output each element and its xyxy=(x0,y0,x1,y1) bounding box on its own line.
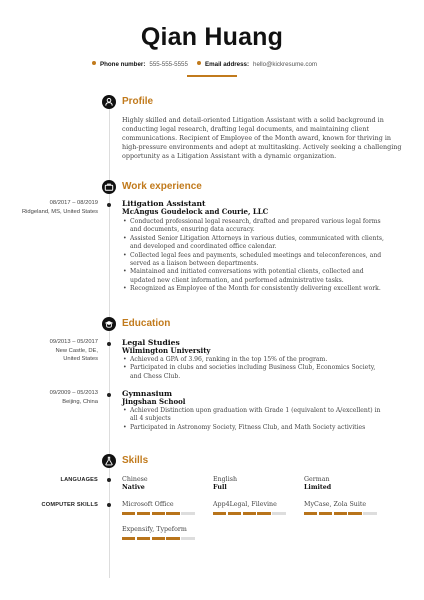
edu-org: Jingshan School xyxy=(122,397,186,406)
skill-level-segment xyxy=(228,512,241,515)
skill-level-segment xyxy=(334,512,347,515)
language-level: Limited xyxy=(304,484,332,491)
person-icon xyxy=(102,95,116,109)
list-item: • Conducted professional legal research, drafted and prepared various legal forms and documents, ensuring data accuracy. xyxy=(122,218,384,235)
skill-name: MyCase, Zola Suite xyxy=(304,501,367,508)
language-name: German xyxy=(304,476,330,483)
timeline-node xyxy=(107,393,111,397)
skill-level-segment xyxy=(122,512,135,515)
list-item: • Achieved Distinction upon graduation with Grade 1 (equivalent to A/excellent) in all 4 subjects xyxy=(122,407,384,424)
skill-level-segment xyxy=(319,512,332,515)
edu-bullets xyxy=(122,356,384,381)
phone-value: 555-555-5555 xyxy=(149,61,188,68)
language-name: English xyxy=(213,476,237,483)
work-bullets xyxy=(122,218,384,294)
language-item xyxy=(213,476,237,492)
skill-level-segment xyxy=(257,512,270,515)
edu-location: Beijing, China xyxy=(62,399,98,405)
skill-level-segment xyxy=(243,512,256,515)
skill-level-segment xyxy=(152,537,165,540)
list-item: • Collected legal fees and payments, scheduled meetings and teleconferences, and served as a liaison between departments. xyxy=(122,252,384,269)
skill-level-segment xyxy=(272,512,285,515)
language-level: Native xyxy=(122,484,145,491)
list-item: • Participated in Astronomy Society, Fitness Club, and Math Society activities xyxy=(122,424,384,432)
language-name: Chinese xyxy=(122,476,148,483)
edu-dates: 09/2013 – 05/2017 xyxy=(49,339,98,345)
contact-phone xyxy=(92,61,188,68)
list-item: • Assisted Senior Litigation Attorneys in various duties, communicated with clients, and developed and coordinated office calendar. xyxy=(122,235,384,252)
skill-level-segment xyxy=(363,512,376,515)
skill-level-segment xyxy=(166,512,179,515)
list-item: • Achieved a GPA of 3.96, ranking in the top 15% of the program. xyxy=(122,356,384,364)
list-item: • Maintained and initiated conversations with potential clients, collected and updated new client information, and performed administrative tasks. xyxy=(122,268,384,285)
skill-level-bar xyxy=(122,537,195,540)
skill-level-segment xyxy=(152,512,165,515)
section-title-profile: Profile xyxy=(122,96,154,107)
edu-dates: 09/2009 – 05/2013 xyxy=(49,390,98,396)
graduation-cap-icon xyxy=(102,317,116,331)
language-item xyxy=(304,476,331,492)
edu-org: Wilmington University xyxy=(122,346,211,355)
edu-role: Legal Studies xyxy=(122,338,180,347)
skill-level-segment xyxy=(181,537,194,540)
section-title-skills: Skills xyxy=(122,455,149,466)
work-org: McAngus Goudelock and Courie, LLC xyxy=(122,207,269,216)
skill-level-segment xyxy=(348,512,361,515)
skill-name: App4Legal, Filevine xyxy=(213,501,277,508)
skill-level-segment xyxy=(137,537,150,540)
email-label: Email address: xyxy=(205,61,250,68)
skill-level-segment xyxy=(122,537,135,540)
skill-level-segment xyxy=(137,512,150,515)
skill-level-bar xyxy=(304,512,377,515)
edu-location: New Castle, DE, United States xyxy=(55,348,98,362)
contact-email xyxy=(197,61,317,68)
languages-label: LANGUAGES xyxy=(60,477,98,483)
timeline-node xyxy=(107,503,111,507)
email-value[interactable]: hello@kickresume.com xyxy=(253,61,318,68)
work-dates: 08/2017 – 08/2019 xyxy=(49,200,98,206)
language-level: Full xyxy=(213,484,227,491)
work-location: Ridgeland, MS, United States xyxy=(21,209,98,215)
skill-level-segment xyxy=(304,512,317,515)
flask-icon xyxy=(102,454,116,468)
skill-level-segment xyxy=(166,537,179,540)
skill-level-segment xyxy=(181,512,194,515)
bullet-dot-icon xyxy=(197,61,201,65)
section-title-education: Education xyxy=(122,318,171,329)
edu-bullets xyxy=(122,407,384,432)
skill-level-bar xyxy=(213,512,286,515)
skill-name: Expensify, Typeform xyxy=(122,526,187,533)
work-role: Litigation Assistant xyxy=(122,199,206,208)
skill-name: Microsoft Office xyxy=(122,501,174,508)
list-item: • Participated in clubs and societies including Business Club, Economics Society, and Chess Club. xyxy=(122,364,384,381)
header-accent-rule xyxy=(187,75,237,77)
bullet-dot-icon xyxy=(92,61,96,65)
skill-level-bar xyxy=(122,512,195,515)
profile-text: Highly skilled and detail-oriented Litigation Assistant with a solid background in conducting legal research, drafting legal documents, and maintaining client communications. Recipient of Employee of the Month award, known for thriving in high-pressure environments and adept at multitasking. Actively seeking a challenging opportunity as a Litigation Assistant with a dynamic organization. xyxy=(122,116,402,160)
computer-skills-label: COMPUTER SKILLS xyxy=(41,502,98,508)
candidate-name: Qian Huang xyxy=(140,23,284,51)
section-title-work: Work experience xyxy=(122,181,202,192)
list-item: • Recognized as Employee of the Month for consistently delivering excellent work. xyxy=(122,285,384,293)
language-item xyxy=(122,476,148,492)
edu-role: Gymnasium xyxy=(122,389,173,398)
timeline-node xyxy=(107,203,111,207)
timeline-node xyxy=(107,478,111,482)
timeline-node xyxy=(107,342,111,346)
phone-label: Phone number: xyxy=(100,61,146,68)
briefcase-icon xyxy=(102,180,116,194)
skill-level-segment xyxy=(213,512,226,515)
